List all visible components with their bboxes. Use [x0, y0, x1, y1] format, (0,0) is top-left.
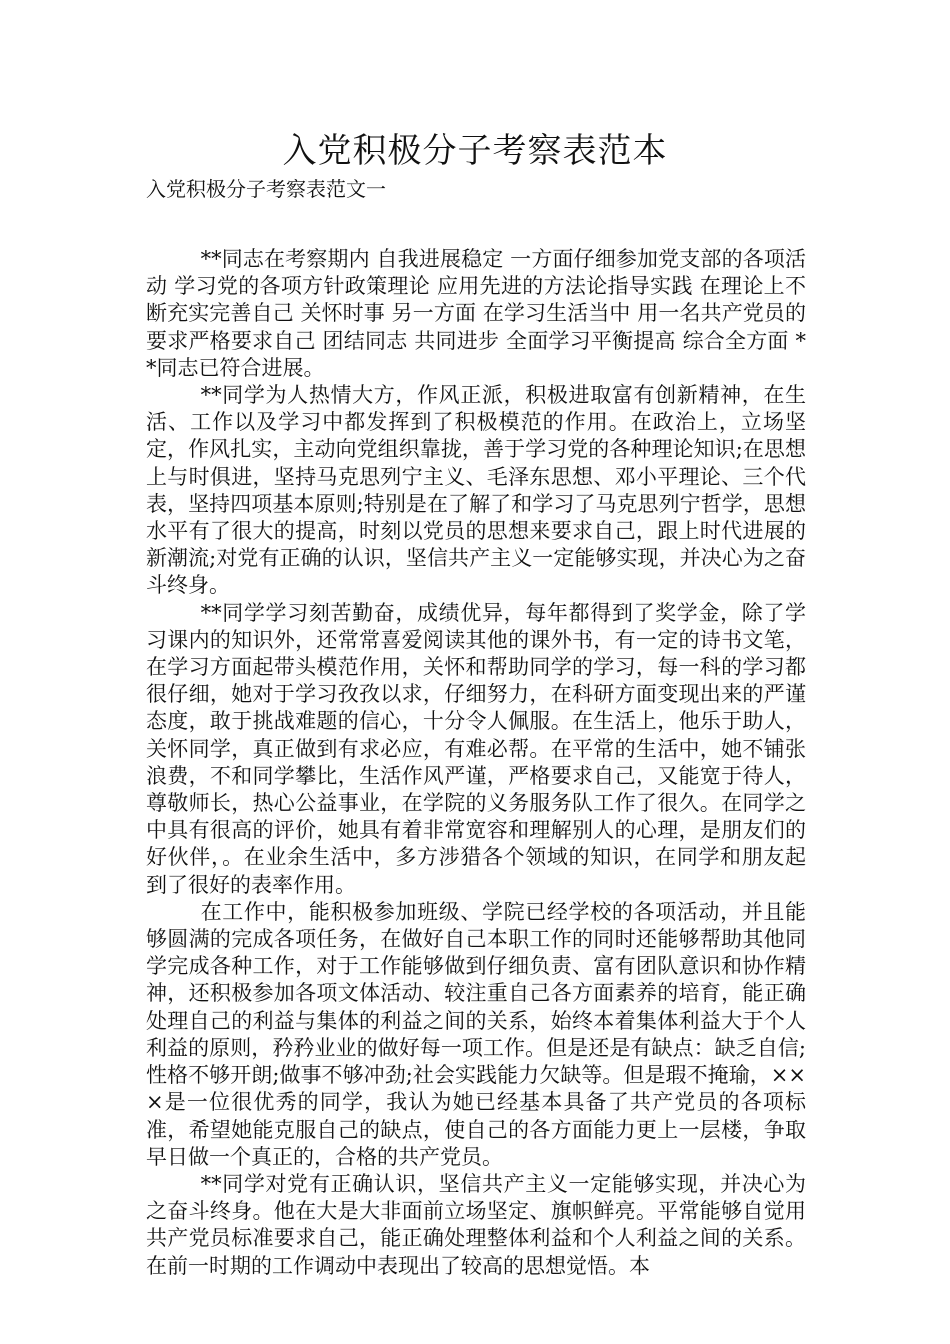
- paragraph-2: **同学为人热情大方，作风正派，积极进取富有创新精神，在生活、工作以及学习中都发挥到了积极模范的作用。在政治上，立场坚定，作风扎实，主动向党组织靠拢，善于学习党的各种理论知识;在思想上与时俱进，坚持马克思列宁主义、毛泽东思想、邓小平理论、三个代表，坚持四项基本原则;特别是在了解了和学习了马克思列宁哲学，思想水平有了很大的提高，时刻以党员的思想来要求自己，跟上时代进展的新潮流;对党有正确的认识，坚信共产主义一定能够实现，并决心为之奋斗终身。: [146, 383, 806, 598]
- document-body: [146, 246, 806, 1280]
- paragraph-5: **同学对党有正确认识，坚信共产主义一定能够实现，并决心为之奋斗终身。他在大是大非面前立场坚定、旗帜鲜亮。平常能够自觉用共产党员标准要求自己，能正确处理整体利益和个人利益之间的关系。在前一时期的工作调动中表现出了较高的思想觉悟。本: [146, 1171, 806, 1278]
- document-subtitle: 入党积极分子考察表范文一: [146, 177, 386, 201]
- paragraph-1: **同志在考察期内 自我进展稳定 一方面仔细参加党支部的各项活动 学习党的各项方针政策理论 应用先进的方法论指导实践 在理论上不断充实完善自己 关怀时事 另一方面 在学习生活当中 用一名共产党员的要求严格要求自己 团结同志 共同进步 全面学习平衡提高 综合全方面 **同志已符合进展。: [146, 247, 806, 380]
- document-title: 入党积极分子考察表范本: [282, 131, 668, 171]
- paragraph-3: **同学学习刻苦勤奋，成绩优异，每年都得到了奖学金，除了学习课内的知识外，还常常喜爱阅读其他的课外书，有一定的诗书文笔，在学习方面起带头模范作用，关怀和帮助同学的学习，每一科的学习都很仔细，她对于学习孜孜以求，仔细努力，在科研方面变现出来的严谨态度，敢于挑战难题的信心，十分令人佩服。在生活上，他乐于助人，关怀同学，真正做到有求必应，有难必帮。在平常的生活中，她不铺张浪费，不和同学攀比，生活作风严谨，严格要求自己，又能宽于待人，尊敬师长，热心公益事业，在学院的义务服务队工作了很久。在同学之中具有很高的评价，她具有着非常宽容和理解别人的心理，是朋友们的好伙伴，。在业余生活中，多方涉猎各个领域的知识，在同学和朋友起到了很好的表率作用。: [146, 600, 806, 897]
- paragraph-4: 在工作中，能积极参加班级、学院已经学校的各项活动，并且能够圆满的完成各项任务，在做好自己本职工作的同时还能够帮助其他同学完成各种工作，对于工作能够做到仔细负责、富有团队意识和协作精神，还积极参加各项文体活动、较注重自己各方面素养的培育，能正确处理自己的利益与集体的利益之间的关系，始终本着集体利益大于个人利益的原则，矜矜业业的做好每一项工作。但是还是有缺点：缺乏自信;性格不够开朗;做事不够冲劲;社会实践能力欠缺等。但是瑕不掩瑜，×××是一位很优秀的同学，我认为她已经基本具备了共产党员的各项标准，希望她能克服自己的缺点，使自己的各方面能力更上一层楼，争取早日做一个真正的，合格的共产党员。: [146, 899, 806, 1169]
